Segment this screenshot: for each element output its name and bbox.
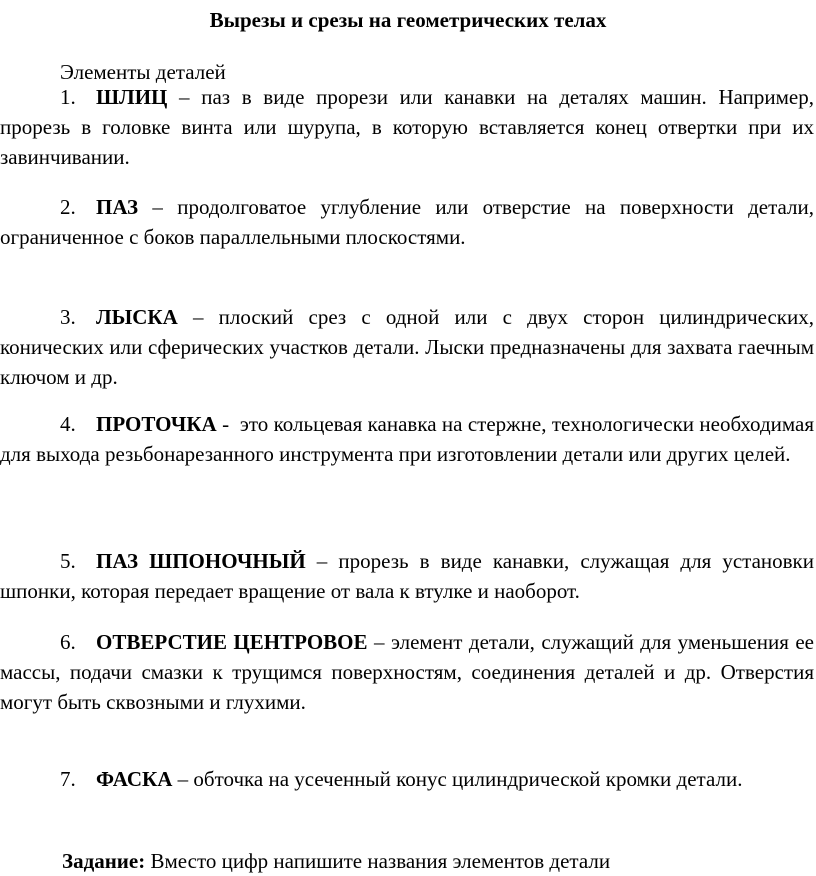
- task-label: Задание:: [62, 849, 146, 873]
- list-item-7: [0, 764, 814, 794]
- section-subtitle: Элементы деталей: [60, 60, 226, 84]
- item-separator: –: [305, 549, 339, 573]
- item-number: 5.: [60, 549, 76, 573]
- item-number: 7.: [60, 767, 76, 791]
- item-term: ПАЗ ШПОНОЧНЫЙ: [96, 549, 306, 573]
- item-separator: –: [172, 767, 194, 791]
- item-separator: –: [367, 630, 391, 654]
- list-item-5: [0, 546, 814, 606]
- item-term: ПРОТОЧКА: [96, 412, 217, 436]
- item-number: 3.: [60, 305, 76, 329]
- list-item-6: [0, 627, 814, 717]
- item-term: ШЛИЦ: [96, 85, 168, 109]
- item-term: ФАСКА: [96, 767, 173, 791]
- item-definition: это кольцевая канавка на стержне, технологически необходимая для выхода резьбонарезанного инструмента при изготовлении детали или других целей.: [0, 412, 815, 466]
- item-term: ПАЗ: [96, 195, 139, 219]
- item-term: ОТВЕРСТИЕ ЦЕНТРОВОЕ: [96, 630, 368, 654]
- list-item-4: [0, 409, 814, 469]
- item-number: 2.: [60, 195, 76, 219]
- item-term: ЛЫСКА: [96, 305, 178, 329]
- item-separator: –: [167, 85, 202, 109]
- task-text: Вместо цифр напишите названия элементов детали: [145, 849, 611, 873]
- item-definition: прорезь в виде канавки, служащая для установки шпонки, которая передает вращение от вала к втулке и наоборот.: [0, 549, 815, 603]
- item-definition: элемент детали, служащий для уменьшения ее массы, подачи смазки к трущимся поверхностям, соединения деталей и др. Отверстия могут быть сквозными и глухими.: [0, 630, 814, 714]
- list-item-1: [0, 82, 814, 172]
- item-definition: обточка на усеченный конус цилиндрической кромки детали.: [193, 767, 743, 791]
- item-definition: плоский срез с одной или с двух сторон цилиндрических, конических или сферических участков детали. Лыски предназначены для захвата гаечным ключом и др.: [0, 305, 815, 389]
- item-definition: паз в виде прорези или канавки на деталях машин. Например, прорезь в головке винта или шурупа, в которую вставляется конец отвертки при их завинчивании.: [0, 85, 814, 169]
- task-line: [62, 846, 610, 876]
- list-item-3: [0, 302, 814, 392]
- item-separator: –: [177, 305, 219, 329]
- item-number: 1.: [60, 85, 76, 109]
- item-separator: -: [216, 412, 240, 436]
- item-number: 6.: [60, 630, 76, 654]
- item-separator: –: [138, 195, 178, 219]
- page-title: Вырезы и срезы на геометрических телах: [209, 8, 607, 32]
- item-number: 4.: [60, 412, 76, 436]
- list-item-2: [0, 192, 814, 252]
- item-definition: продолговатое углубление или отверстие на поверхности детали, ограниченное с боков параллельными плоскостями.: [0, 195, 814, 249]
